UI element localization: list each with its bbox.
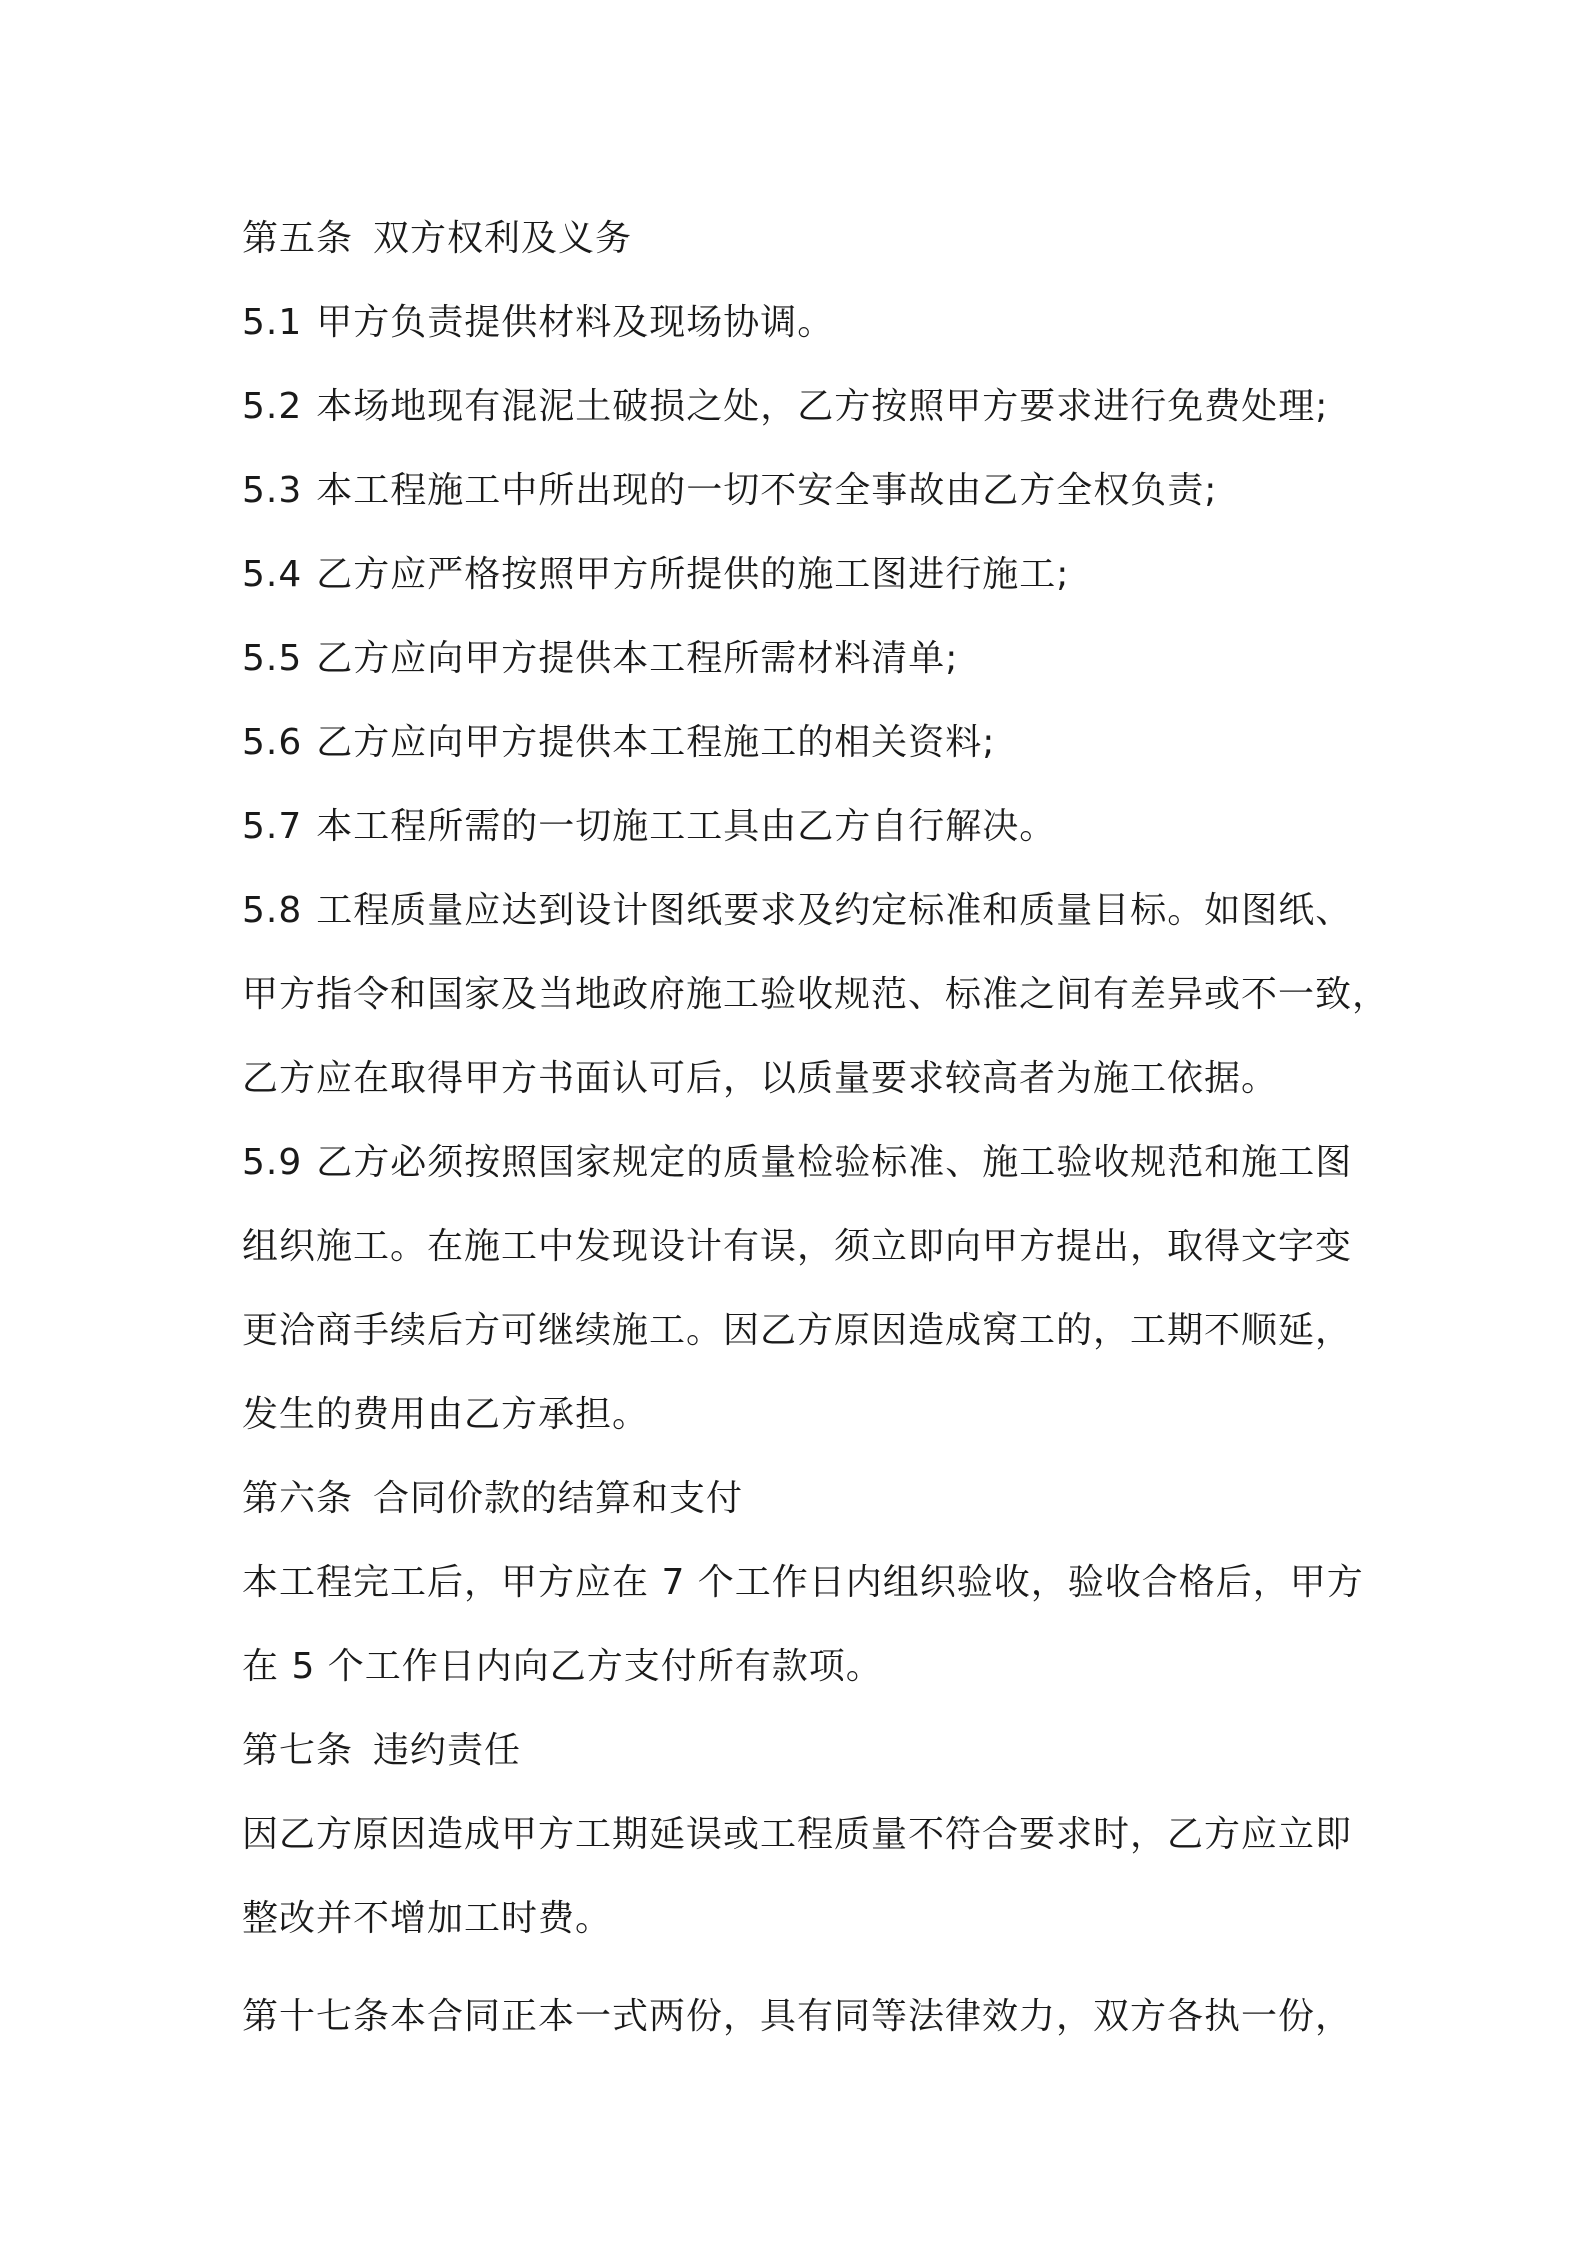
clause-5-2 (242, 365, 1372, 449)
article-7-line-1: 因乙方原因造成甲方工期延误或工程质量不符合要求时，乙方应立即 (242, 1814, 1353, 1855)
article-7-heading (242, 1709, 1372, 1793)
article-6-heading (242, 1457, 1372, 1541)
article-6-line-1: 本工程完工后，甲方应在 7 个工作日内组织验收，验收合格后，甲方 (242, 1562, 1364, 1603)
clause-number: 5.7 (242, 806, 303, 847)
article-6-number: 第六条 (242, 1478, 354, 1519)
clause-text: 乙方应向甲方提供本工程施工的相关资料; (316, 722, 996, 763)
clause-number: 5.3 (242, 470, 303, 511)
clause-number: 5.6 (242, 722, 303, 763)
clause-5-3 (242, 449, 1372, 533)
article-7-title: 违约责任 (373, 1730, 522, 1771)
clause-5-9-line-3: 更洽商手续后方可继续施工。因乙方原因造成窝工的，工期不顺延， (242, 1310, 1353, 1351)
clause-5-6 (242, 701, 1372, 785)
clause-5-4 (242, 533, 1372, 617)
clause-5-8-line-3: 乙方应在取得甲方书面认可后，以质量要求较高者为施工依据。 (242, 1058, 1279, 1099)
clause-5-5 (242, 617, 1372, 701)
document-page (242, 197, 1390, 2059)
clause-text: 本工程所需的一切施工工具由乙方自行解决。 (316, 806, 1057, 847)
article-5-number: 第五条 (242, 218, 354, 259)
article-7-number: 第七条 (242, 1730, 354, 1771)
clause-text: 本场地现有混泥土破损之处，乙方按照甲方要求进行免费处理; (316, 386, 1329, 427)
clause-5-9-line-2: 组织施工。在施工中发现设计有误，须立即向甲方提出，取得文字变 (242, 1226, 1353, 1267)
article-7-line-2: 整改并不增加工时费。 (242, 1898, 613, 1939)
clause-text: 甲方负责提供材料及现场协调。 (316, 302, 835, 343)
clause-number: 5.4 (242, 554, 303, 595)
clause-number: 5.2 (242, 386, 303, 427)
clause-5-9-line-4: 发生的费用由乙方承担。 (242, 1394, 650, 1435)
article-17-line: 第十七条本合同正本一式两份，具有同等法律效力，双方各执一份， (242, 1996, 1353, 2037)
clause-text: 乙方应严格按照甲方所提供的施工图进行施工; (316, 554, 1070, 595)
clause-text: 本工程施工中所出现的一切不安全事故由乙方全权负责; (316, 470, 1218, 511)
clause-number: 5.5 (242, 638, 303, 679)
clause-number: 5.9 (242, 1142, 303, 1183)
article-5-heading (242, 197, 1372, 281)
clause-5-1 (242, 281, 1372, 365)
clause-text: 工程质量应达到设计图纸要求及约定标准和质量目标。如图纸、 (316, 890, 1353, 931)
clause-5-7 (242, 785, 1372, 869)
article-6-line-2: 在 5 个工作日内向乙方支付所有款项。 (242, 1646, 883, 1687)
clause-text: 乙方应向甲方提供本工程所需材料清单; (316, 638, 959, 679)
article-5-title: 双方权利及义务 (373, 218, 633, 259)
clause-5-8-line-2: 甲方指令和国家及当地政府施工验收规范、标准之间有差异或不一致， (242, 974, 1390, 1015)
clause-number: 5.1 (242, 302, 303, 343)
clause-number: 5.8 (242, 890, 303, 931)
clause-5-9-line-1 (242, 1121, 1372, 1205)
clause-text: 乙方必须按照国家规定的质量检验标准、施工验收规范和施工图 (316, 1142, 1353, 1183)
article-6-title: 合同价款的结算和支付 (373, 1478, 744, 1519)
clause-5-8-line-1 (242, 869, 1372, 953)
